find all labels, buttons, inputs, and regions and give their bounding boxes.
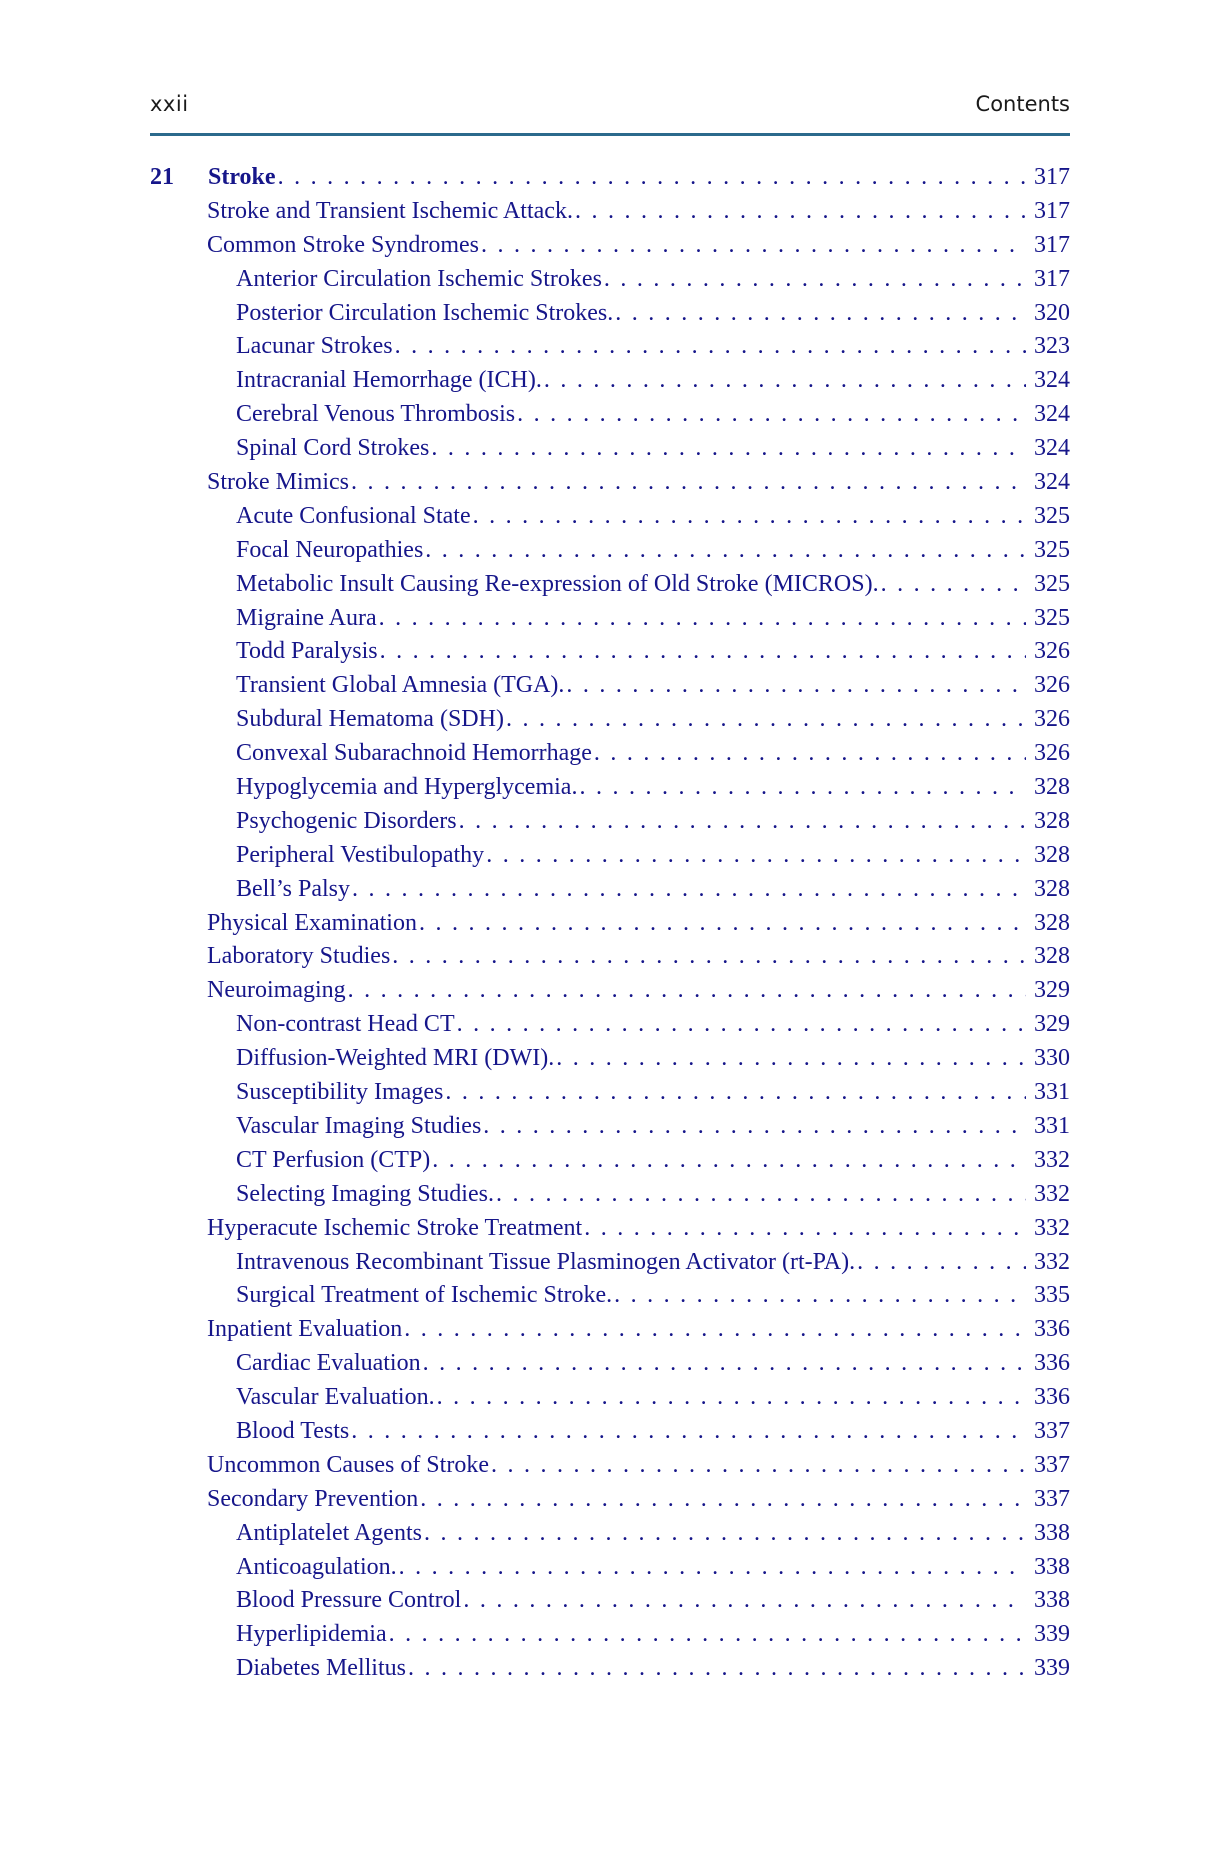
dot-leader <box>486 839 1026 873</box>
toc-entry[interactable] <box>150 1584 1070 1618</box>
toc-entry-label[interactable]: Convexal Subarachnoid Hemorrhage <box>236 740 592 767</box>
toc-entry-label[interactable]: Lacunar Strokes <box>236 333 393 360</box>
toc-entry-page-number: 317 <box>1034 231 1070 258</box>
toc-entry[interactable] <box>150 974 1070 1008</box>
toc-entry[interactable] <box>150 771 1070 805</box>
toc-entry-page-number: 338 <box>1034 1553 1070 1580</box>
toc-entry-label[interactable]: Hyperlipidemia <box>236 1621 387 1648</box>
toc-entry-page-number: 328 <box>1034 807 1070 834</box>
chapter-page-number: 317 <box>1034 164 1070 190</box>
dot-leader <box>584 1212 1026 1246</box>
toc-entry-page-number: 328 <box>1034 943 1070 970</box>
dot-leader <box>517 398 1026 432</box>
toc-entry[interactable] <box>150 1652 1070 1686</box>
dot-leader <box>483 1110 1026 1144</box>
toc-entry-page-number: 325 <box>1034 502 1070 529</box>
running-head-title: Contents <box>975 92 1070 116</box>
dot-leader <box>614 1279 1026 1313</box>
toc-entry-label[interactable]: Stroke Mimics <box>207 469 349 496</box>
toc-entry[interactable] <box>150 1076 1070 1110</box>
dot-leader <box>278 161 1026 195</box>
toc-entry[interactable] <box>150 466 1070 500</box>
toc-entry-page-number: 328 <box>1034 909 1070 936</box>
toc-entry-label[interactable]: Intracranial Hemorrhage (ICH). <box>236 367 542 394</box>
toc-entry-label[interactable]: Selecting Imaging Studies. <box>236 1180 494 1207</box>
toc-entry[interactable] <box>150 1246 1070 1280</box>
toc-entry-page-number: 331 <box>1034 1079 1070 1106</box>
dot-leader <box>575 195 1026 229</box>
toc-entry-page-number: 336 <box>1034 1316 1070 1343</box>
toc-entry-page-number: 317 <box>1034 265 1070 292</box>
toc-entry-label[interactable]: Cerebral Venous Thrombosis <box>236 401 516 428</box>
toc-entry-label[interactable]: Common Stroke Syndromes <box>207 231 480 258</box>
toc-entry-page-number: 338 <box>1034 1587 1070 1614</box>
running-head <box>150 92 1070 124</box>
dot-leader <box>604 263 1026 297</box>
toc-entry-label[interactable]: Todd Paralysis <box>236 638 378 665</box>
dot-leader <box>425 534 1026 568</box>
toc-entry-label[interactable]: Transient Global Amnesia (TGA). <box>236 672 565 699</box>
toc-entry-label[interactable]: Spinal Cord Strokes <box>236 435 430 462</box>
toc-entry-label[interactable]: Physical Examination <box>207 909 417 936</box>
toc-entry-page-number: 324 <box>1034 435 1070 462</box>
toc-entry[interactable] <box>150 839 1070 873</box>
toc-entry[interactable] <box>150 737 1070 771</box>
dot-leader <box>431 432 1026 466</box>
toc-entry-label[interactable]: Surgical Treatment of Ischemic Stroke. <box>236 1282 613 1309</box>
toc-entry-label[interactable]: Peripheral Vestibulopathy <box>236 841 485 868</box>
toc-entry-label[interactable]: Cardiac Evaluation <box>236 1350 421 1377</box>
dot-leader <box>408 1652 1026 1686</box>
toc-entry[interactable] <box>150 805 1070 839</box>
toc-entry-page-number: 337 <box>1034 1451 1070 1478</box>
dot-leader <box>423 1347 1026 1381</box>
toc-entry-page-number: 325 <box>1034 536 1070 563</box>
toc-entry-page-number: 326 <box>1034 672 1070 699</box>
dot-leader <box>881 568 1026 602</box>
toc-entry-page-number: 336 <box>1034 1350 1070 1377</box>
toc-entry-label[interactable]: Bell’s Palsy <box>236 875 351 902</box>
toc-entry-label[interactable]: Acute Confusional State <box>236 502 471 529</box>
dot-leader <box>544 364 1026 398</box>
toc-entry[interactable] <box>150 635 1070 669</box>
toc-entry[interactable] <box>150 1347 1070 1381</box>
chapter-number: 21 <box>150 164 174 190</box>
dot-leader <box>556 1042 1026 1076</box>
toc-entry[interactable] <box>150 703 1070 737</box>
dot-leader <box>615 297 1026 331</box>
dot-leader <box>579 771 1026 805</box>
toc-entry[interactable] <box>150 1110 1070 1144</box>
toc-entry-page-number: 323 <box>1034 333 1070 360</box>
toc-entry[interactable] <box>150 500 1070 534</box>
toc-entry[interactable] <box>150 1042 1070 1076</box>
toc-entry-label[interactable]: Laboratory Studies <box>207 943 391 970</box>
toc-entry-label[interactable]: Diffusion-Weighted MRI (DWI). <box>236 1045 555 1072</box>
dot-leader <box>506 703 1026 737</box>
toc-entry-page-number: 332 <box>1034 1248 1070 1275</box>
toc-entry-page-number: 337 <box>1034 1485 1070 1512</box>
dot-leader <box>437 1381 1026 1415</box>
toc-entry-page-number: 324 <box>1034 469 1070 496</box>
toc-entry[interactable] <box>150 907 1070 941</box>
toc-entry-label[interactable]: Intravenous Recombinant Tissue Plasminogen Activator (rt-PA). <box>236 1248 856 1275</box>
toc-entry-label[interactable]: Hyperacute Ischemic Stroke Treatment <box>207 1214 583 1241</box>
toc-chapter-entry[interactable] <box>150 161 1070 195</box>
toc-entry[interactable] <box>150 1415 1070 1449</box>
dot-leader <box>491 1449 1026 1483</box>
toc-entry-page-number: 339 <box>1034 1655 1070 1682</box>
toc-entry-page-number: 329 <box>1034 977 1070 1004</box>
toc-entry[interactable] <box>150 1178 1070 1212</box>
toc-entry[interactable] <box>150 1517 1070 1551</box>
toc-entry-page-number: 325 <box>1034 570 1070 597</box>
toc-entry[interactable] <box>150 1144 1070 1178</box>
toc-entry[interactable] <box>150 669 1070 703</box>
toc-entry-label[interactable]: Anticoagulation. <box>236 1553 397 1580</box>
dot-leader <box>419 907 1026 941</box>
toc-entry-label[interactable]: Metabolic Insult Causing Re-expression of Old Stroke (MICROS). <box>236 570 879 597</box>
toc-entry[interactable] <box>150 1618 1070 1652</box>
header-rule <box>150 133 1070 136</box>
toc-entry[interactable] <box>150 195 1070 229</box>
toc-entry-label[interactable]: Neuroimaging <box>207 977 346 1004</box>
toc-entry-label[interactable]: Hypoglycemia and Hyperglycemia. <box>236 774 578 801</box>
toc-entry-page-number: 317 <box>1034 197 1070 224</box>
dot-leader <box>445 1076 1026 1110</box>
dot-leader <box>424 1517 1026 1551</box>
toc-entry-page-number: 331 <box>1034 1112 1070 1139</box>
table-of-contents <box>150 161 1070 1686</box>
toc-entry-label[interactable]: Susceptibility Images <box>236 1079 444 1106</box>
toc-entry-label[interactable]: Vascular Imaging Studies <box>236 1112 482 1139</box>
toc-entry[interactable] <box>150 873 1070 907</box>
toc-entry-label[interactable]: CT Perfusion (CTP) <box>236 1146 431 1173</box>
toc-entry-page-number: 332 <box>1034 1146 1070 1173</box>
dot-leader <box>432 1144 1026 1178</box>
dot-leader <box>496 1178 1026 1212</box>
toc-entry-label[interactable]: Stroke and Transient Ischemic Attack. <box>207 197 573 224</box>
dot-leader <box>348 974 1026 1008</box>
toc-entry-page-number: 328 <box>1034 875 1070 902</box>
toc-entry-label[interactable]: Diabetes Mellitus <box>236 1655 406 1682</box>
toc-entry[interactable] <box>150 398 1070 432</box>
toc-entry-label[interactable]: Secondary Prevention <box>207 1485 419 1512</box>
toc-entry-label[interactable]: Vascular Evaluation. <box>236 1384 435 1411</box>
toc-entry[interactable] <box>150 534 1070 568</box>
dot-leader <box>473 500 1026 534</box>
toc-entry-page-number: 326 <box>1034 706 1070 733</box>
dot-leader <box>459 805 1026 839</box>
toc-entry-label[interactable]: Psychogenic Disorders <box>236 807 457 834</box>
toc-entry[interactable] <box>150 1483 1070 1517</box>
dot-leader <box>392 940 1026 974</box>
dot-leader <box>351 1415 1026 1449</box>
toc-entry[interactable] <box>150 602 1070 636</box>
dot-leader <box>463 1584 1026 1618</box>
toc-entry-label[interactable]: Blood Pressure Control <box>236 1587 462 1614</box>
dot-leader <box>399 1551 1026 1585</box>
toc-entry[interactable] <box>150 263 1070 297</box>
chapter-title[interactable]: Stroke <box>208 164 276 190</box>
toc-entry-label[interactable]: Inpatient Evaluation <box>207 1316 403 1343</box>
toc-entry[interactable] <box>150 297 1070 331</box>
dot-leader <box>481 229 1026 263</box>
toc-entry-page-number: 330 <box>1034 1045 1070 1072</box>
toc-entry-label[interactable]: Non-contrast Head CT <box>236 1011 455 1038</box>
toc-entry[interactable] <box>150 330 1070 364</box>
toc-entry-page-number: 332 <box>1034 1214 1070 1241</box>
toc-entry[interactable] <box>150 432 1070 466</box>
toc-entry-page-number: 337 <box>1034 1417 1070 1444</box>
toc-entry[interactable] <box>150 364 1070 398</box>
dot-leader <box>351 466 1026 500</box>
page-folio: xxii <box>150 92 189 116</box>
toc-entry-page-number: 324 <box>1034 401 1070 428</box>
toc-entry-page-number: 329 <box>1034 1011 1070 1038</box>
toc-entry-page-number: 326 <box>1034 638 1070 665</box>
toc-entry[interactable] <box>150 568 1070 602</box>
toc-entry-label[interactable]: Focal Neuropathies <box>236 536 424 563</box>
toc-entry-label[interactable]: Antiplatelet Agents <box>236 1519 422 1546</box>
toc-entry-label[interactable]: Blood Tests <box>236 1417 350 1444</box>
toc-entry-page-number: 320 <box>1034 299 1070 326</box>
toc-entry-label[interactable]: Migraine Aura <box>236 604 377 631</box>
dot-leader <box>389 1618 1026 1652</box>
toc-entry-page-number: 325 <box>1034 604 1070 631</box>
toc-entry-page-number: 328 <box>1034 841 1070 868</box>
toc-entry-page-number: 338 <box>1034 1519 1070 1546</box>
toc-entry-page-number: 328 <box>1034 774 1070 801</box>
toc-entry-page-number: 335 <box>1034 1282 1070 1309</box>
dot-leader <box>457 1008 1026 1042</box>
toc-entry[interactable] <box>150 1381 1070 1415</box>
toc-entry-page-number: 336 <box>1034 1384 1070 1411</box>
toc-entry-label[interactable]: Uncommon Causes of Stroke <box>207 1451 489 1478</box>
toc-entry-label[interactable]: Posterior Circulation Ischemic Strokes. <box>236 299 614 326</box>
toc-entry[interactable] <box>150 1008 1070 1042</box>
dot-leader <box>404 1313 1026 1347</box>
toc-entry[interactable] <box>150 1449 1070 1483</box>
toc-entry[interactable] <box>150 1212 1070 1246</box>
toc-entry-page-number: 326 <box>1034 740 1070 767</box>
toc-entry[interactable] <box>150 1551 1070 1585</box>
toc-entry[interactable] <box>150 1279 1070 1313</box>
toc-entry[interactable] <box>150 229 1070 263</box>
dot-leader <box>594 737 1026 771</box>
dot-leader <box>352 873 1026 907</box>
toc-entry[interactable] <box>150 940 1070 974</box>
dot-leader <box>420 1483 1026 1517</box>
toc-entry-label[interactable]: Anterior Circulation Ischemic Strokes <box>236 265 602 292</box>
toc-entry-page-number: 332 <box>1034 1180 1070 1207</box>
dot-leader <box>566 669 1026 703</box>
dot-leader <box>857 1246 1026 1280</box>
toc-entry-label[interactable]: Subdural Hematoma (SDH) <box>236 706 504 733</box>
toc-entry[interactable] <box>150 1313 1070 1347</box>
toc-entry-page-number: 324 <box>1034 367 1070 394</box>
dot-leader <box>395 330 1026 364</box>
toc-entry-page-number: 339 <box>1034 1621 1070 1648</box>
dot-leader <box>380 635 1026 669</box>
dot-leader <box>379 602 1026 636</box>
